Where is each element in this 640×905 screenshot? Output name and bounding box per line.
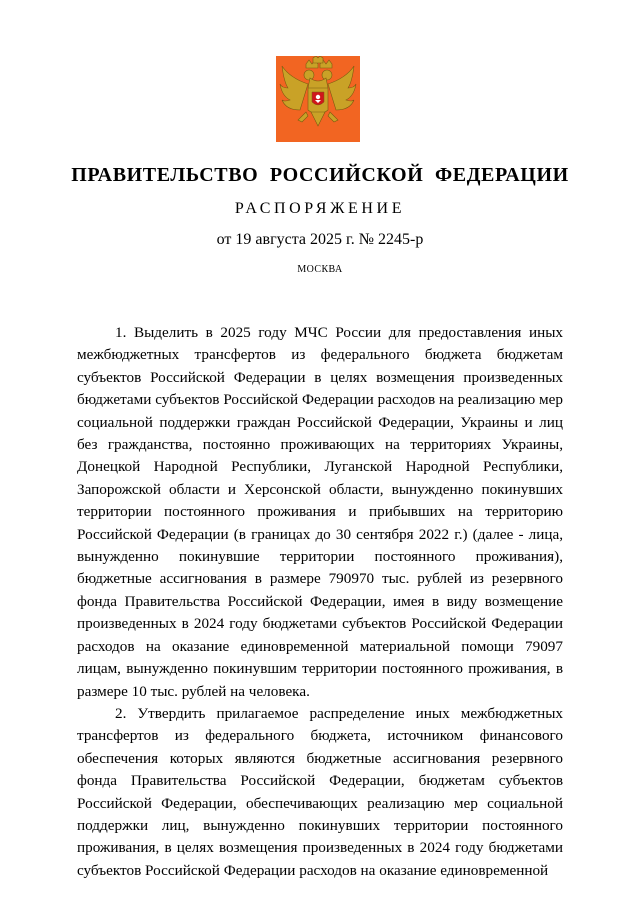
government-title: ПРАВИТЕЛЬСТВО РОССИЙСКОЙ ФЕДЕРАЦИИ — [71, 164, 569, 186]
paragraph-1: 1. Выделить в 2025 году МЧС России для предоставления иных межбюджетных трансфертов из федерального бюджета бюджетам субъектов Российской Федерации в целях возмещения произведенных бюджетами субъектов Российской Федерации расходов на реализацию мер социальной поддержки граждан Российской Федерации, Украины и лиц без гражданства, постоянно проживающих на территориях Украины, Донецкой Народной Республики, Луганской Народной Республики, Запорожской области и Херсонской области, вынужденно покинувших территории постоянного проживания и прибывших на территорию Российской Федерации (в границах до 30 сентября 2022 г.) (далее - лица, вынужденно покинувшие территории постоянного проживания), бюджетные ассигнования в размере 790970 тыс. рублей из резервного фонда Правительства Российской Федерации, имея в виду возмещение произведенных в 2024 году бюджетами субъектов Российской Федерации расходов на оказание единовременной материальной помощи 79097 лицам, вынужденно покинувшим территории постоянного проживания, в размере 10 тыс. рублей на человека. — [77, 324, 563, 700]
document-date-number: от 19 августа 2025 г. № 2245-р — [216, 231, 424, 248]
document-body — [77, 322, 563, 882]
issue-city: МОСКВА — [297, 264, 343, 275]
document-type: РАСПОРЯЖЕНИЕ — [234, 200, 406, 217]
paragraph-2: 2. Утвердить прилагаемое распределение иных межбюджетных трансфертов из федерального бюджета, источником финансового обеспечения которых являются бюджетные ассигнования резервного фонда Правительства Российской Федерации, бюджетам субъектов Российской Федерации, обеспечивающих реализацию мер социальной поддержки лиц, вынужденно покинувших территории постоянного проживания, в целях возмещения произведенных в 2024 году бюджетами субъектов Российской Федерации расходов на оказание единовременной — [77, 704, 563, 879]
coat-of-arms-icon — [276, 56, 360, 142]
